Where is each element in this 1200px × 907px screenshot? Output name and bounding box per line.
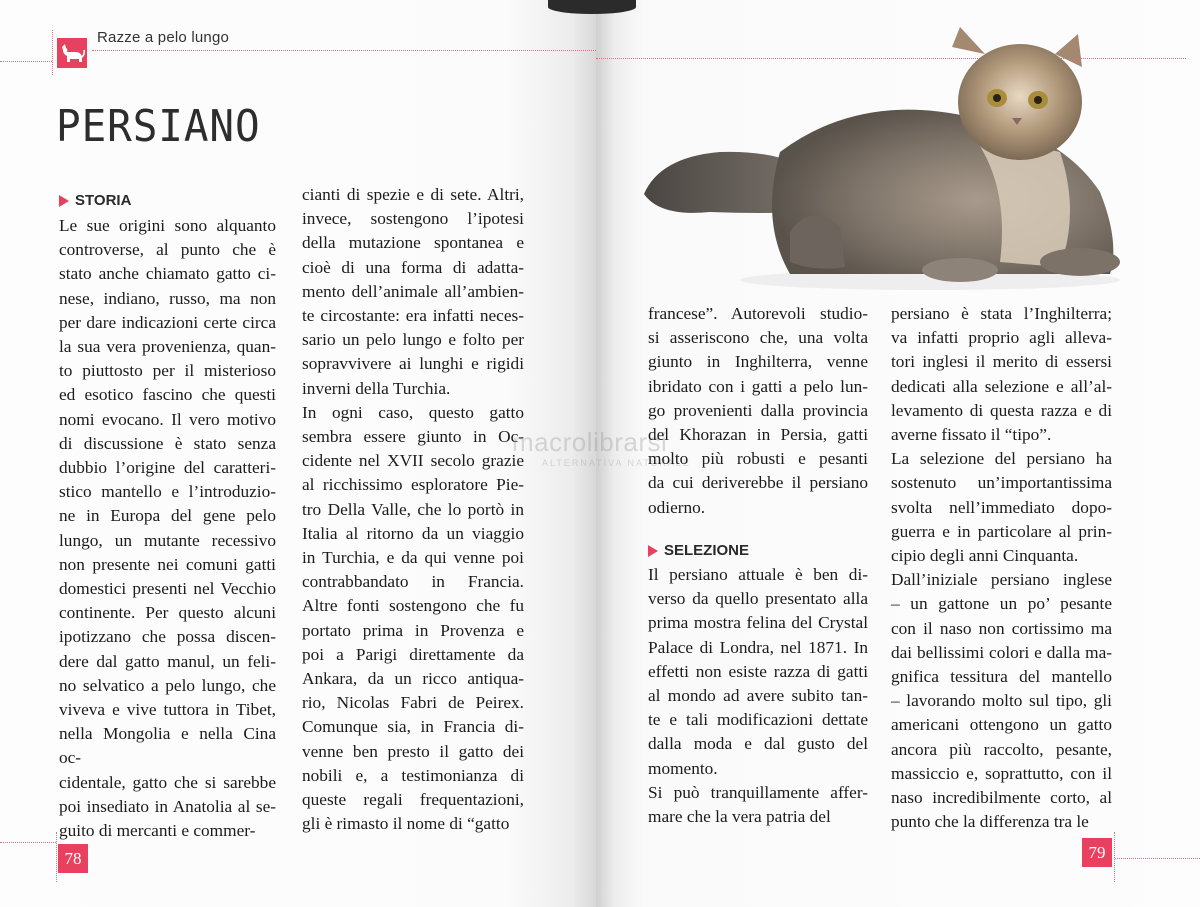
text-line: mare che la vera patria del — [648, 807, 831, 827]
text-line: non presente nei comuni gatti — [59, 554, 276, 574]
text-line: della mutazione spontanea e — [302, 233, 524, 253]
text-line: inverni della Turchia. — [302, 378, 451, 398]
page-number-left: 78 — [58, 844, 88, 873]
text-line: Palace di Londra, nel 1871. In — [648, 637, 868, 657]
text-line: ipotizzano che possa discen- — [59, 627, 276, 647]
text-line: punto che la differenza tra le — [891, 812, 1089, 832]
page-number-right: 79 — [1082, 838, 1112, 867]
text-line: nella Mongolia e nella Cina oc- — [59, 724, 276, 768]
text-line: ibridato con i gatti a pelo lun- — [648, 376, 868, 396]
text-line: stato anche chiamato gatto ci- — [59, 264, 276, 284]
text-line: domestici presenti nel Vecchio — [59, 579, 276, 599]
text-line: ne in Europa del gene pelo — [59, 506, 276, 526]
text-line: cidente nel XVII secolo grazie — [302, 451, 524, 471]
text-line: tori inglesi il merito di essersi — [891, 352, 1112, 372]
text-line: cipio degli anni Cinquanta. — [891, 546, 1079, 566]
text-column-3 — [648, 302, 868, 520]
text-line: – lavorando molto sul tipo, gli — [891, 691, 1112, 711]
text-column-2 — [302, 183, 524, 836]
text-line: La selezione del persiano ha — [891, 449, 1112, 469]
text-line: contrabbandato in Francia. — [302, 572, 524, 592]
footer-rule-left — [0, 842, 56, 843]
text-line: te e tali modificazioni dettate — [648, 710, 868, 730]
cat-icon — [57, 38, 87, 68]
text-line: viveva e vive tuttora in Tibet, — [59, 700, 276, 720]
text-line: portato prima in Provenza e — [302, 620, 524, 640]
text-column-3-continued — [648, 563, 868, 829]
triangle-right-icon — [648, 545, 658, 557]
text-line: ed esotico fascino che questi — [59, 385, 276, 405]
text-line: dedicati alla selezione e all’al- — [891, 376, 1112, 396]
text-line: sostenuto un’importantissima — [891, 473, 1112, 493]
text-line: nobili e, a testimonianza di — [302, 765, 524, 785]
text-line: con il naso non cortissimo ma — [891, 618, 1112, 638]
text-line: gnifica tessitura del mantello — [891, 667, 1112, 687]
heading-selezione-label: SELEZIONE — [664, 542, 750, 559]
text-line: giunto in Inghilterra, venne — [648, 352, 868, 372]
text-line: dubbio l’origine del caratteri- — [59, 458, 276, 478]
text-line: Le sue origini sono alquanto — [59, 216, 276, 235]
text-line: gli è rimasto il nome di “gatto — [302, 814, 510, 834]
heading-storia — [59, 192, 131, 209]
text-line: sario un pelo lungo e folto per — [302, 330, 524, 350]
text-line: Il persiano attuale è ben di- — [648, 565, 868, 584]
footer-rule-right — [1115, 858, 1200, 859]
text-line: cianti di spezie e di sete. Altri, — [302, 185, 524, 204]
text-line: nomi evocano. Il vero motivo — [59, 409, 276, 429]
text-line: di discussione è stato senza — [59, 433, 276, 453]
text-line: la sua vera provenienza, quan- — [59, 337, 276, 357]
text-line: naso incredibilmente corto, al — [891, 788, 1112, 808]
text-line: Comunque sia, in Francia di- — [302, 717, 524, 737]
text-line: continente. Per questo alcuni — [59, 603, 276, 623]
binding-shadow — [548, 0, 636, 14]
text-line: al ricchissimo esploratore Pie- — [302, 475, 524, 495]
text-line: per dare indicazioni certe circa — [59, 312, 276, 332]
text-column-4 — [891, 302, 1112, 834]
text-line: da cui deriverebbe il persiano — [648, 473, 868, 493]
text-line: te circostante: era infatti neces- — [302, 306, 524, 326]
header-rule — [92, 50, 596, 51]
section-title: Razze a pelo lungo — [97, 29, 230, 46]
text-line: effetti non esiste razza di gatti — [648, 661, 868, 681]
text-line: Ankara, da un ricco antiqua- — [302, 669, 524, 689]
text-line: lungo, un mutante recessivo — [59, 530, 276, 550]
text-column-1 — [59, 214, 276, 843]
text-line: del Khorazan in Persia, gatti — [648, 425, 868, 445]
text-line: svolta nell’immediato dopo- — [891, 497, 1112, 517]
text-line: nese, indiano, russo, ma non — [59, 288, 276, 308]
text-line: cidentale, gatto che si sarebbe — [59, 772, 276, 792]
footer-rule-right-vertical — [1114, 832, 1115, 882]
text-line: dalla moda e dal gusto del — [648, 734, 868, 754]
text-line: in Turchia, e da qui venne poi — [302, 548, 524, 568]
text-line: dere dal gatto manul, un feli- — [59, 651, 276, 671]
text-line: verso da quello presentato alla — [648, 589, 868, 609]
watermark-tagline: ALTERNATIVA NATURALE — [542, 458, 691, 468]
text-line: dai bellissimi colori e dalla ma- — [891, 642, 1112, 662]
text-line: stico mantello e l’introduzio- — [59, 482, 276, 502]
text-line: sopravvivere ai lunghi e rigidi — [302, 354, 524, 374]
text-line: Italia al ritorno da un viaggio — [302, 523, 524, 543]
left-page — [0, 0, 596, 907]
page-title: PERSIANO — [56, 101, 261, 152]
text-line: americani ottengono un gatto — [891, 715, 1112, 735]
text-line: prima mostra felina del Crystal — [648, 613, 868, 633]
text-line: tro Della Valle, che lo portò in — [302, 499, 524, 519]
text-line: Dall’iniziale persiano inglese — [891, 570, 1112, 590]
text-line: rio, Nicolas Fabri de Peirex. — [302, 693, 524, 713]
heading-selezione — [648, 542, 749, 559]
text-line: sembra essere giunto in Oc- — [302, 427, 524, 447]
text-line: venne ben presto il gatto dei — [302, 741, 524, 761]
text-line: odierno. — [648, 497, 706, 517]
header-rule-vertical — [52, 30, 53, 75]
text-line: ancora più raccolto, pesante, — [891, 739, 1112, 759]
text-line: momento. — [648, 758, 718, 778]
text-line: Si può tranquillamente affer- — [648, 782, 868, 802]
text-line: poi a Parigi direttamente da — [302, 644, 524, 664]
text-line: In ogni caso, questo gatto — [302, 402, 524, 422]
footer-rule-vertical — [56, 832, 57, 882]
text-line: guerra e in particolare al prin- — [891, 521, 1112, 541]
text-line: Altre fonti sostengono che fu — [302, 596, 524, 616]
text-line: to piuttosto per il misterioso — [59, 361, 276, 381]
text-line: persiano è stata l’Inghilterra; — [891, 304, 1112, 323]
text-line: controverse, al punto che è — [59, 240, 276, 260]
text-line: – un gattone un po’ pesante — [891, 594, 1112, 614]
text-line: massiccio e, soprattutto, con il — [891, 763, 1112, 783]
heading-storia-label: STORIA — [75, 192, 132, 209]
text-line: mento dell’animale all’ambien- — [302, 281, 524, 301]
text-line: al mondo ad avere subito tan- — [648, 686, 868, 706]
text-line: guito di mercanti e commer- — [59, 821, 256, 841]
text-line: go provenienti dalla provincia — [648, 400, 868, 420]
text-line: no selvatico a pelo lungo, che — [59, 675, 276, 695]
text-line: molto più robusti e pesanti — [648, 449, 868, 469]
text-line: averne fissato il “tipo”. — [891, 425, 1052, 445]
triangle-right-icon — [59, 195, 69, 207]
text-line: invece, sostengono l’ipotesi — [302, 209, 524, 229]
text-line: cioè di una forma di adatta- — [302, 257, 524, 277]
text-line: si asseriscono che, una volta — [648, 328, 868, 348]
header-rule-left — [0, 61, 52, 62]
persian-cat-photo — [640, 22, 1130, 292]
text-line: queste regali frequentazioni, — [302, 790, 524, 810]
text-line: poi insediato in Anatolia al se- — [59, 796, 276, 816]
text-line: francese”. Autorevoli studio- — [648, 304, 868, 323]
text-line: levamento di questa razza e di — [891, 400, 1112, 420]
text-line: va infatti proprio agli alleva- — [891, 328, 1112, 348]
watermark-name: macrolibrarsi — [512, 427, 668, 457]
